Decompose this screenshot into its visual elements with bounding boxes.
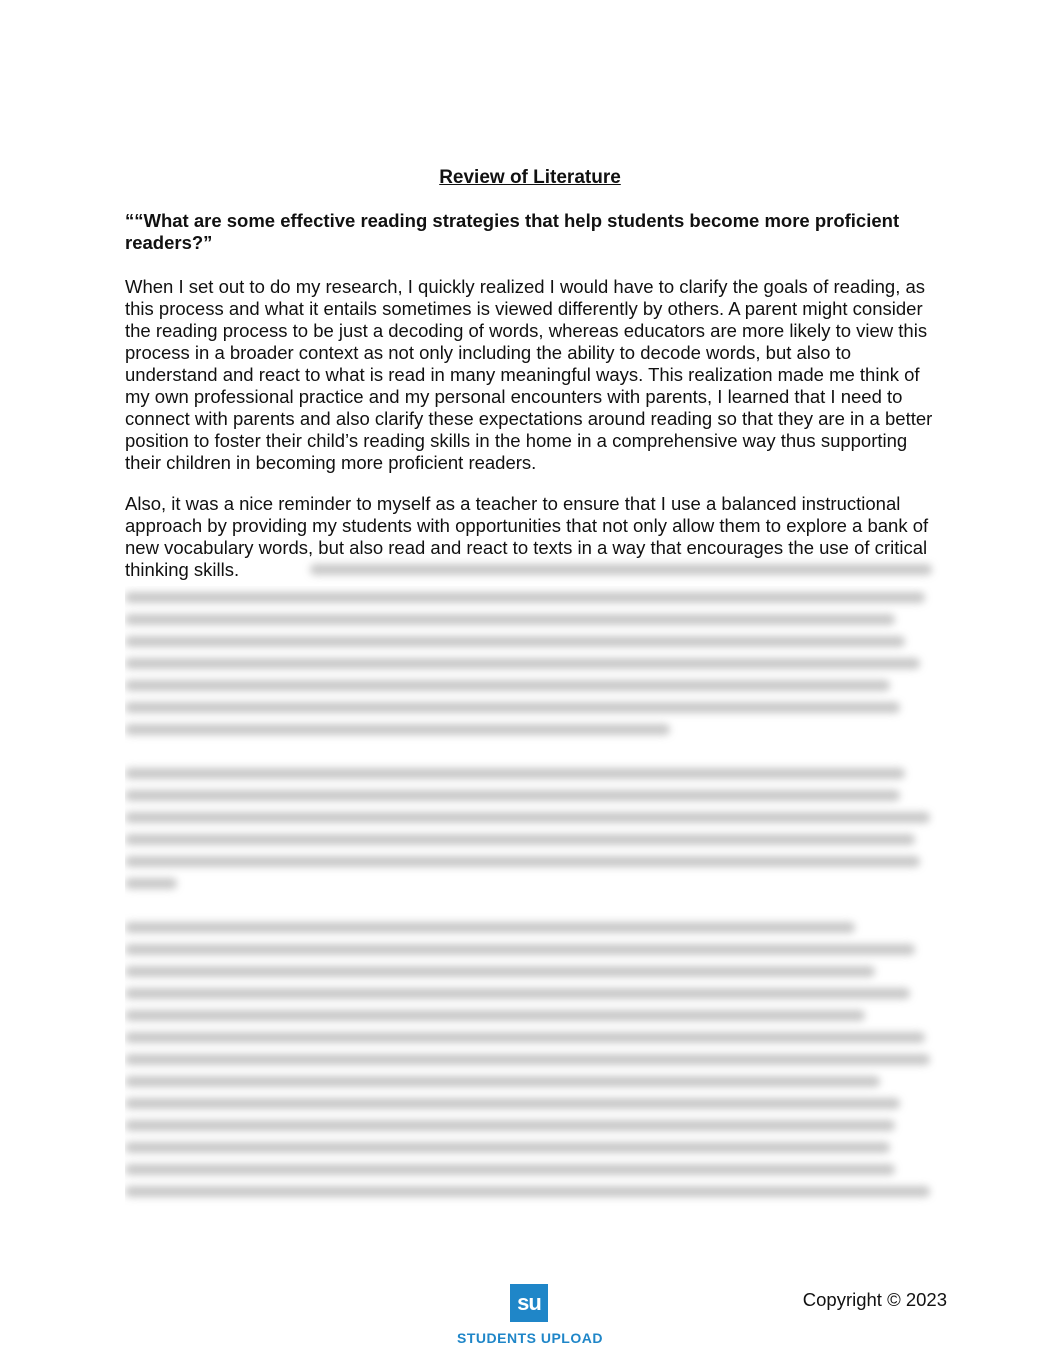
blurred-line — [125, 1142, 890, 1153]
paragraph-1: When I set out to do my research, I quickly realized I would have to clarify the goals of reading, as this process and what it entails sometimes is viewed differently by others. A parent might consider the reading process to be just a decoding of words, whereas educators are more likely to view this process in a broader context as not only including the ability to decode words, but also to understand and react to what is read in many meaningful ways. This realization made me think of my own professional practice and my personal encounters with parents, I learned that I need to connect with parents and also clarify these expectations around reading so that they are in a better position to foster their child’s reading skills in the home in a comprehensive way thus supporting their children in becoming more proficient readers. — [125, 276, 933, 473]
blurred-line — [125, 966, 875, 977]
copyright-notice: Copyright © 2023 — [802, 1289, 947, 1310]
blurred-line — [125, 988, 910, 999]
blurred-line — [125, 1186, 930, 1197]
blurred-line — [125, 1120, 895, 1131]
blurred-line — [125, 834, 915, 845]
blurred-line — [125, 878, 177, 889]
blurred-line — [125, 944, 915, 955]
blurred-line — [125, 922, 855, 933]
research-question: ““What are some effective reading strategies that help students become more proficient readers?” — [125, 210, 900, 253]
blurred-line — [125, 1076, 880, 1087]
blurred-line — [125, 592, 925, 603]
logo-mark-icon: su — [510, 1284, 548, 1322]
blurred-line — [125, 1164, 895, 1175]
logo-text: STUDENTS UPLOAD — [457, 1330, 603, 1346]
blurred-line — [125, 1054, 930, 1065]
blurred-line — [125, 1010, 865, 1021]
blurred-line — [125, 702, 900, 713]
blurred-text-inline — [310, 564, 932, 575]
blurred-line — [125, 1032, 925, 1043]
paragraph-2: Also, it was a nice reminder to myself as a teacher to ensure that I use a balanced instructional approach by providing my students with opportunities that not only allow them to explore a bank of new vocabulary words, but also read and react to texts in a way that encourages the use of critical thinking skills. — [125, 493, 929, 580]
students-upload-logo[interactable] — [440, 1284, 620, 1354]
document-title: Review of Literature — [439, 167, 621, 188]
blurred-line — [125, 768, 905, 779]
blurred-content — [125, 586, 937, 1226]
blurred-line — [125, 614, 895, 625]
blurred-line — [125, 636, 905, 647]
blurred-line — [125, 724, 670, 735]
blurred-line — [125, 1098, 900, 1109]
blurred-line — [125, 856, 920, 867]
blurred-line — [125, 812, 930, 823]
blurred-line — [125, 790, 900, 801]
blurred-line — [125, 658, 920, 669]
blurred-line — [125, 680, 890, 691]
